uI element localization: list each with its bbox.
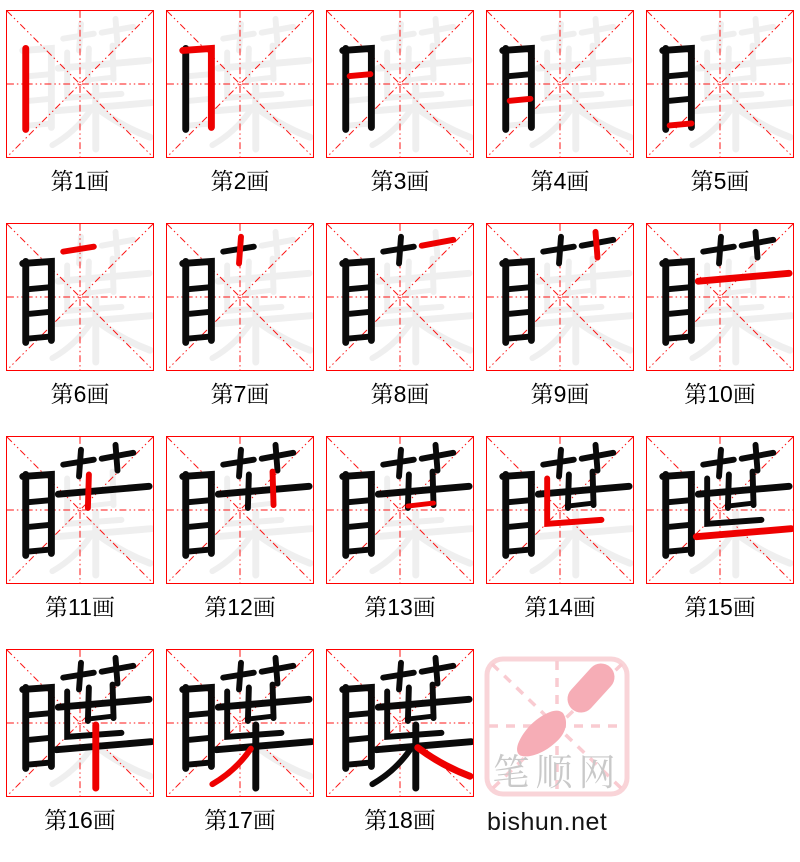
stroke-cell	[640, 223, 800, 436]
logo-cell	[480, 649, 640, 862]
practice-grid-box	[326, 649, 474, 797]
stroke-cell	[160, 436, 320, 649]
practice-grid-box	[486, 10, 634, 158]
stroke-diagram	[327, 650, 473, 796]
stroke-cell	[320, 649, 480, 862]
stroke-cell	[160, 649, 320, 862]
stroke-diagram	[327, 224, 473, 370]
stroke-cell	[320, 10, 480, 223]
stroke-diagram	[167, 437, 313, 583]
practice-grid-box	[6, 436, 154, 584]
bishun-logo	[484, 656, 630, 797]
stroke-cell	[480, 436, 640, 649]
stroke-cell	[640, 10, 800, 223]
practice-grid-box	[6, 649, 154, 797]
cell-label: 第4画	[530, 168, 590, 194]
cell-label: 第14画	[524, 594, 596, 620]
stroke-cell	[640, 436, 800, 649]
practice-grid-box	[326, 223, 474, 371]
stroke-cell	[480, 223, 640, 436]
stroke-diagram	[487, 11, 633, 157]
cell-label: 第3画	[370, 168, 430, 194]
practice-grid-box	[326, 10, 474, 158]
practice-grid-box	[166, 649, 314, 797]
stroke-diagram	[7, 11, 153, 157]
cell-label: 第18画	[364, 807, 436, 833]
stroke-diagram	[7, 224, 153, 370]
cell-label: 第6画	[50, 381, 110, 407]
cell-label: 第11画	[45, 594, 115, 620]
cell-label: 第13画	[364, 594, 436, 620]
practice-grid-box	[326, 436, 474, 584]
stroke-diagram	[167, 650, 313, 796]
cell-label: 第9画	[530, 381, 590, 407]
cell-label: 第15画	[684, 594, 756, 620]
practice-grid-box	[486, 223, 634, 371]
practice-grid-box	[486, 436, 634, 584]
cell-label: 第16画	[44, 807, 116, 833]
practice-grid-box	[6, 223, 154, 371]
cell-label: 第5画	[690, 168, 750, 194]
stroke-diagram	[167, 224, 313, 370]
cell-label: 第10画	[684, 381, 756, 407]
stroke-diagram	[647, 437, 793, 583]
cell-label: 第1画	[50, 168, 110, 194]
stroke-cell	[0, 223, 160, 436]
practice-grid-box	[646, 223, 794, 371]
cell-label: 第7画	[210, 381, 270, 407]
stroke-diagram	[647, 224, 793, 370]
stroke-diagram	[487, 224, 633, 370]
stroke-cell	[0, 10, 160, 223]
stroke-diagram	[327, 437, 473, 583]
stroke-cell	[160, 10, 320, 223]
stroke-diagram	[167, 11, 313, 157]
stroke-cell	[0, 436, 160, 649]
cell-label: 第2画	[210, 168, 270, 194]
practice-grid-box	[166, 10, 314, 158]
practice-grid-box	[6, 10, 154, 158]
practice-grid-box	[166, 436, 314, 584]
cell-label: 第12画	[204, 594, 276, 620]
stroke-cell	[320, 223, 480, 436]
logo-text: 笔顺网	[492, 752, 622, 793]
stroke-diagram	[7, 437, 153, 583]
practice-grid-box	[646, 10, 794, 158]
stroke-cell	[480, 10, 640, 223]
stroke-cell	[0, 649, 160, 862]
stroke-diagram	[647, 11, 793, 157]
cell-label: 第17画	[204, 807, 276, 833]
cell-label: 第8画	[370, 381, 430, 407]
stroke-cell	[320, 436, 480, 649]
stroke-diagram	[327, 11, 473, 157]
practice-grid-box	[166, 223, 314, 371]
stroke-diagram	[7, 650, 153, 796]
stroke-cell	[160, 223, 320, 436]
stroke-diagram	[487, 437, 633, 583]
site-name: bishun.net	[487, 808, 608, 836]
practice-grid-box	[646, 436, 794, 584]
